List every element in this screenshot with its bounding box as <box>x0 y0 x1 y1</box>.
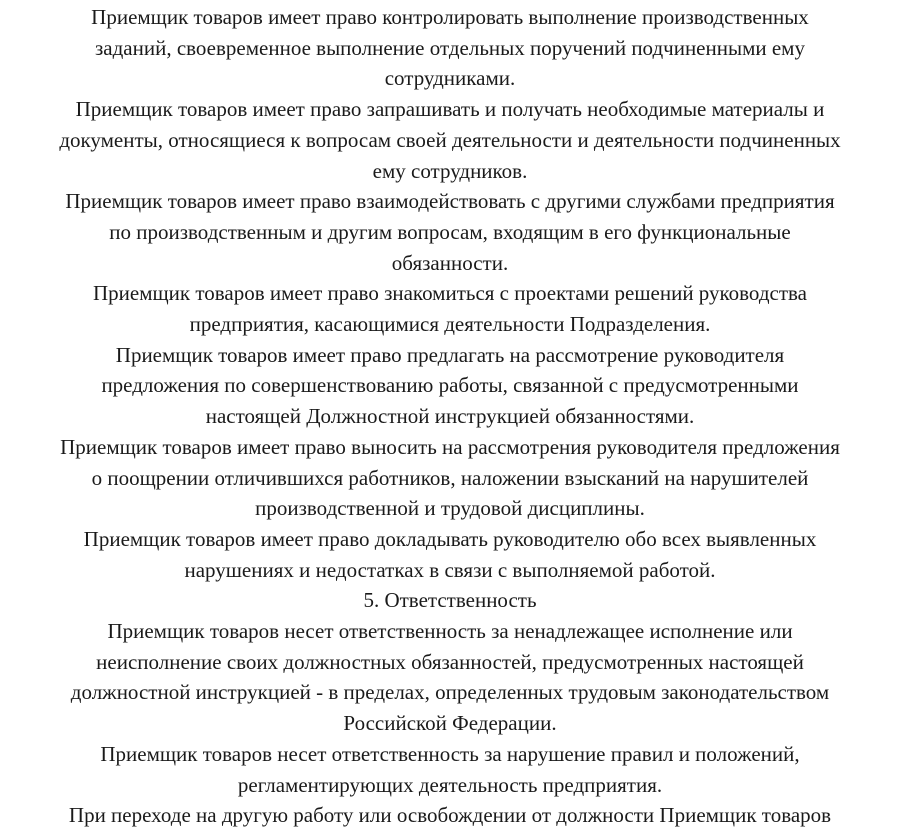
text-line: При переходе на другую работу или освобождении от должности Приемщик товаров <box>68 803 832 828</box>
paragraph-responsibility-rules <box>0 739 900 800</box>
text-line: Приемщик товаров имеет право взаимодействовать с другими службами предприятия <box>65 189 835 214</box>
text-line: Приемщик товаров имеет право докладывать руководителю обо всех выявленных <box>83 526 817 551</box>
paragraph-familiarize-rights <box>0 278 900 339</box>
paragraph-propose-rights <box>0 340 900 432</box>
text-line: Приемщик товаров несет ответственность за ненадлежащее исполнение или <box>107 619 793 644</box>
paragraph-incentive-rights <box>0 432 900 524</box>
text-line: настоящей Должностной инструкцией обязанностями. <box>205 404 695 429</box>
text-line: регламентирующих деятельность предприятия. <box>237 772 663 797</box>
section-heading: 5. Ответственность <box>363 588 537 613</box>
text-line: Приемщик товаров имеет право знакомиться с проектами решений руководства <box>93 281 807 306</box>
document-body <box>0 2 900 831</box>
text-line: Приемщик товаров имеет право контролировать выполнение производственных <box>91 5 809 29</box>
text-line: ему сотрудников. <box>372 158 528 183</box>
text-line: сотрудниками. <box>384 66 516 91</box>
text-line: предложения по совершенствованию работы, связанной с предусмотренными <box>101 373 799 398</box>
paragraph-control-rights <box>0 2 900 94</box>
text-line: документы, относящиеся к вопросам своей деятельности и деятельности подчиненных <box>59 127 841 152</box>
text-line: Приемщик товаров имеет право выносить на рассмотрения руководителя предложения <box>60 434 840 459</box>
text-line: неисполнение своих должностных обязанностей, предусмотренных настоящей <box>96 649 804 674</box>
paragraph-report-rights <box>0 524 900 585</box>
text-line: заданий, своевременное выполнение отдельных поручений подчиненными ему <box>95 35 805 60</box>
paragraph-transfer <box>0 800 900 831</box>
paragraph-responsibility-duties <box>0 616 900 739</box>
text-line: производственной и трудовой дисциплины. <box>255 496 645 521</box>
text-line: должностной инструкцией - в пределах, определенных трудовым законодательством <box>70 680 830 705</box>
text-line: предприятия, касающимися деятельности Подразделения. <box>189 312 711 337</box>
paragraph-request-rights <box>0 94 900 186</box>
text-line: нарушениях и недостатках в связи с выполняемой работой. <box>184 557 716 582</box>
text-line: Приемщик товаров имеет право предлагать на рассмотрение руководителя <box>115 342 785 367</box>
text-line: о поощрении отличившихся работников, наложении взысканий на нарушителей <box>91 465 809 490</box>
text-line: по производственным и другим вопросам, входящим в его функциональные <box>109 219 791 244</box>
paragraph-interaction-rights <box>0 186 900 278</box>
page-scrollbar[interactable] <box>914 0 920 830</box>
text-line: Приемщик товаров имеет право запрашивать и получать необходимые материалы и <box>75 97 825 122</box>
text-line: Приемщик товаров несет ответственность за нарушение правил и положений, <box>100 741 800 766</box>
text-line: обязанности. <box>391 250 509 275</box>
text-line: Российской Федерации. <box>343 711 557 736</box>
